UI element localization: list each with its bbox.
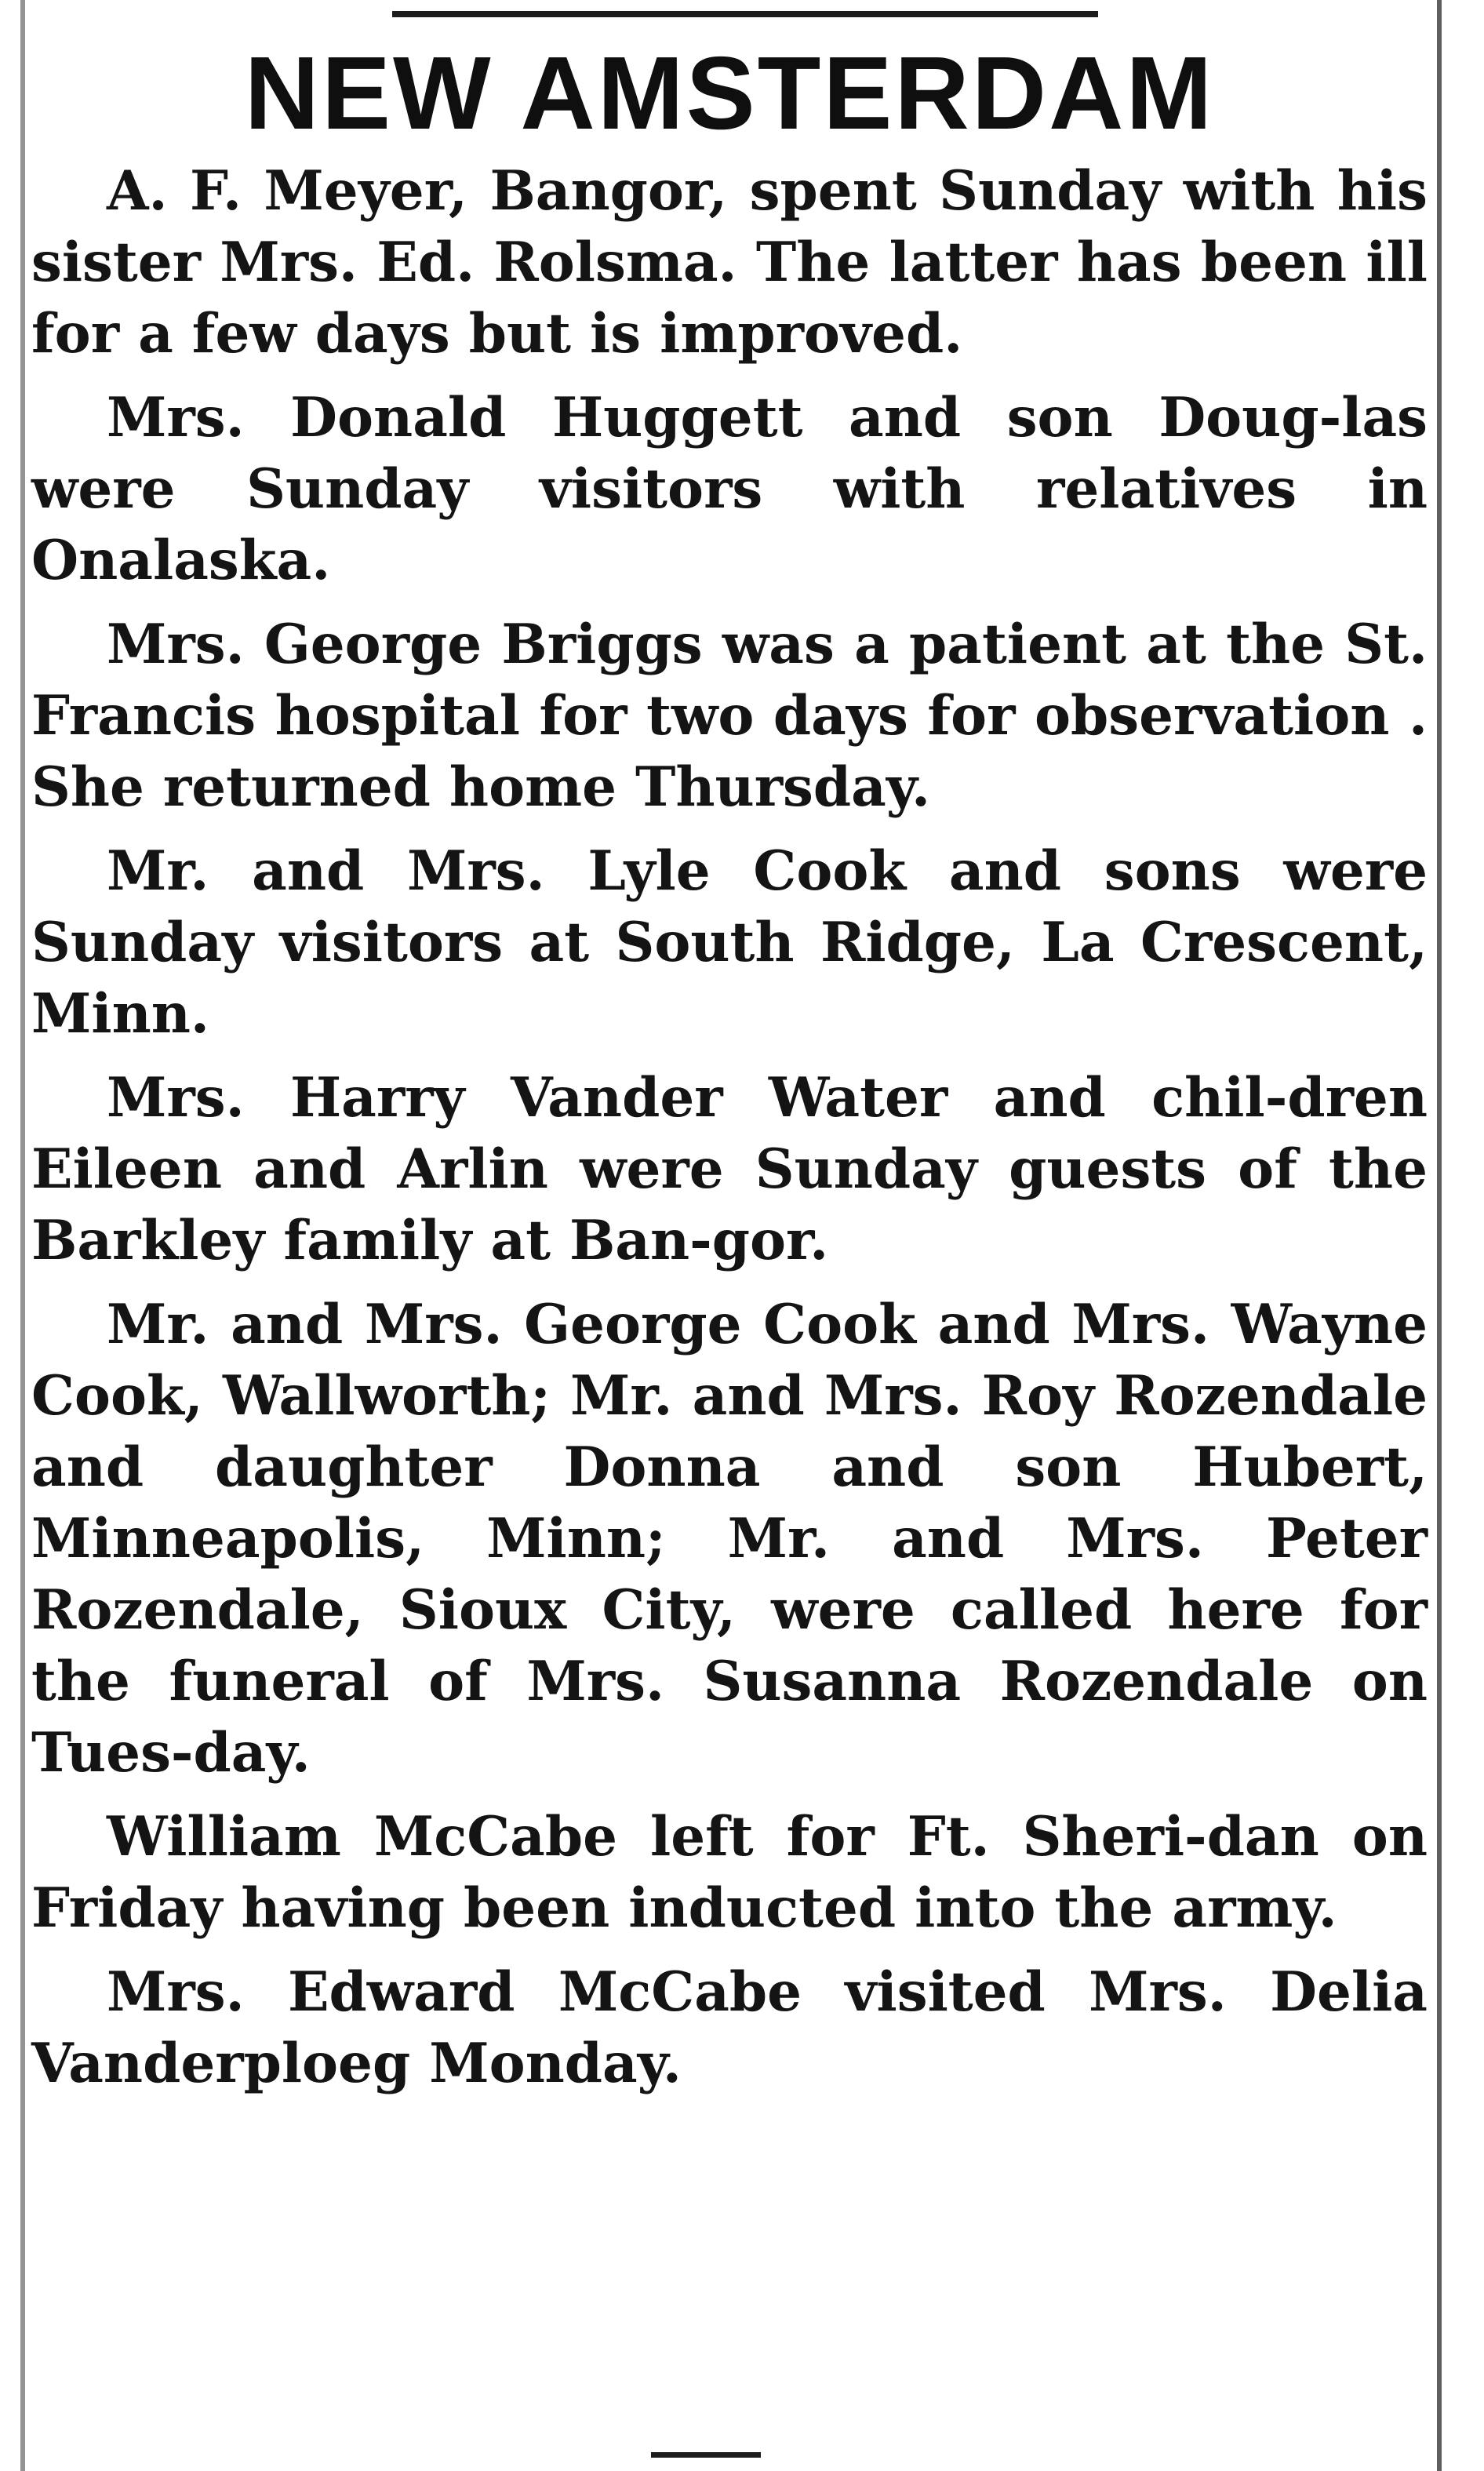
news-item: Mr. and Mrs. Lyle Cook and sons were Sunday visitors at South Ridge, La Crescent, Minn. <box>31 839 1428 1046</box>
news-item: Mrs. Donald Huggett and son Doug-las were Sunday visitors with relatives in Onalaska. <box>31 386 1428 592</box>
news-item: Mr. and Mrs. George Cook and Mrs. Wayne Cook, Wallworth; Mr. and Mrs. Roy Rozendale and daughter Donna and son Hubert, Minneapolis, Minn; Mr. and Mrs. Peter Rozendale, Sioux City, were called here for the funeral of Mrs. Susanna Rozendale on Tues-day. <box>31 1293 1428 1785</box>
news-item: Mrs. Harry Vander Water and chil-dren Eileen and Arlin were Sunday guests of the Barkley family at Ban-gor. <box>31 1066 1428 1272</box>
left-column-rule <box>20 0 25 2471</box>
news-item: Mrs. Edward McCabe visited Mrs. Delia Vanderploeg Monday. <box>31 1960 1428 2095</box>
top-rule <box>392 11 1098 17</box>
news-item: A. F. Meyer, Bangor, spent Sunday with his sister Mrs. Ed. Rolsma. The latter has been ill for a few days but is improved. <box>31 159 1428 366</box>
news-column <box>31 31 1428 2112</box>
headline: NEW AMSTERDAM <box>244 35 1215 151</box>
news-item: Mrs. George Briggs was a patient at the St. Francis hospital for two days for observation . She returned home Thursday. <box>31 613 1428 819</box>
news-item: William McCabe left for Ft. Sheri-dan on Friday having been inducted into the army. <box>31 1805 1428 1940</box>
right-column-rule <box>1437 0 1442 2471</box>
bottom-rule <box>651 2452 761 2458</box>
